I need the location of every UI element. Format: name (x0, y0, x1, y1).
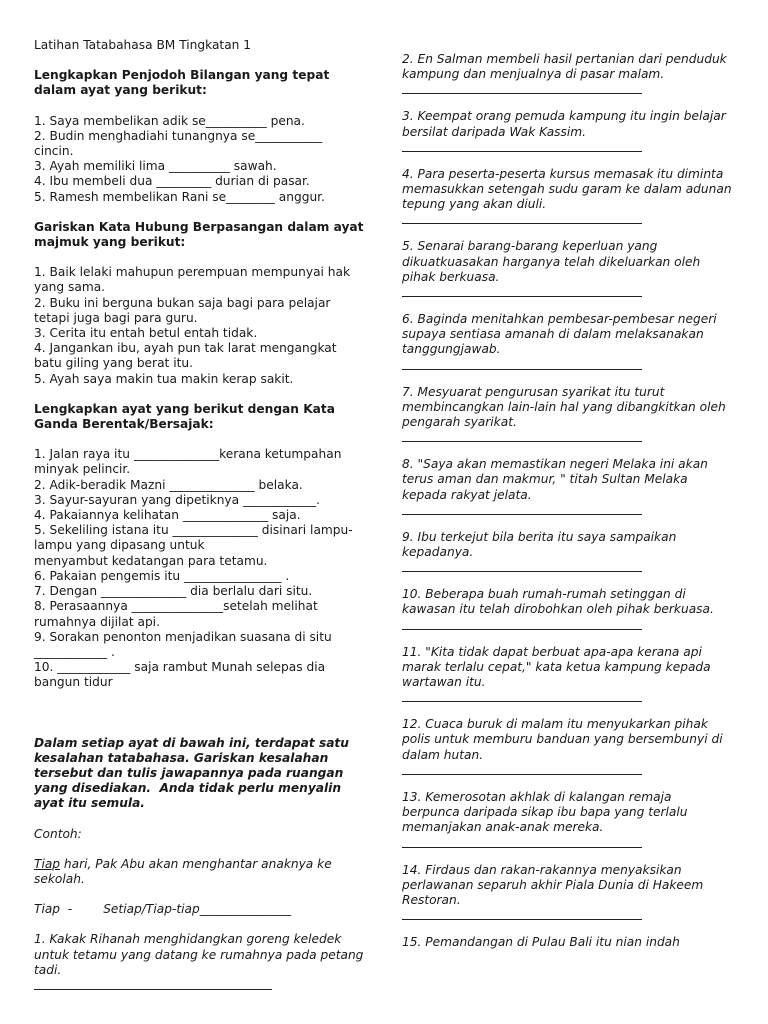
question-text: marak terlalu cepat," kata ketua kampung kepada (402, 659, 711, 674)
list-item: 3. Ayah memiliki lima __________ sawah. (34, 159, 277, 174)
question-text: wartawan itu. (402, 675, 486, 690)
question-2 (402, 52, 747, 82)
list-item: minyak pelincir. (34, 462, 131, 477)
question-text: kawasan itu telah dirobohkan oleh pihak berkuasa. (402, 602, 714, 617)
list-item: rumahnya dijilat api. (34, 614, 160, 629)
question-text: 11. "Kita tidak dapat berbuat apa-apa kerana api (402, 644, 702, 659)
list-item: lampu yang dipasang untuk (34, 538, 205, 553)
question-13 (402, 790, 747, 836)
question-text: 3. Keempat orang pemuda kampung itu ingin belajar (402, 109, 726, 124)
section2-heading: Gariskan Kata Hubung Berpasangan dalam ayat majmuk yang berikut: (34, 219, 364, 250)
list-item: cincin. (34, 144, 74, 159)
list-item: tetapi juga bagi para guru. (34, 310, 198, 325)
question-text: 5. Senarai barang-barang keperluan yang (402, 239, 658, 254)
question-text: memasukkan setengah sudu garam ke dalam adunan (402, 182, 732, 197)
example-sentence-cont: sekolah. (34, 871, 85, 886)
list-item: 5. Ayah saya makin tua makin kerap sakit. (34, 371, 294, 386)
answer-line[interactable] (402, 690, 642, 702)
question-15 (402, 935, 747, 950)
section3-heading: Lengkapkan ayat yang berikut dengan Kata Ganda Berentak/Bersajak: (34, 401, 335, 432)
question-text: dalam hutan. (402, 747, 484, 762)
list-item: 3. Sayur-sayuran yang dipetiknya ____________. (34, 492, 320, 507)
list-item: 9. Sorakan penonton menjadikan suasana di situ (34, 629, 332, 644)
question-11 (402, 645, 747, 691)
list-item: 10. ____________ saja rambut Munah selepas dia (34, 660, 326, 675)
question-1: 1. Kakak Rihanah menghidangkan goreng keledek untuk tetamu yang datang ke rumahnya pada petang tadi. (34, 932, 364, 977)
section3-items (34, 447, 372, 690)
answer-line[interactable] (402, 560, 642, 572)
question-text: kepada rakyat jelata. (402, 487, 532, 502)
list-item: 1. Jalan raya itu ______________kerana ketumpahan (34, 447, 342, 462)
question-6 (402, 312, 747, 358)
question-text: 2. En Salman membeli hasil pertanian dari penduduk (402, 52, 727, 66)
list-item: 2. Adik-beradik Mazni ______________ belaka. (34, 477, 303, 492)
question-8 (402, 457, 747, 503)
answer-line[interactable] (402, 212, 642, 224)
worksheet-title: Latihan Tatabahasa BM Tingkatan 1 (34, 38, 252, 52)
question-3 (402, 109, 747, 139)
answer-line[interactable] (402, 285, 642, 297)
right-column (402, 0, 747, 950)
list-item: 1. Saya membelikan adik se__________ pena. (34, 113, 305, 128)
question-7 (402, 385, 747, 431)
question-text: tepung yang akan diuli. (402, 197, 547, 212)
question-text: terus aman dan makmur, " titah Sultan Melaka (402, 472, 688, 487)
question-text: 9. Ibu terkejut bila berita itu saya sampaikan (402, 529, 677, 544)
question-text: memanjakan anak-anak mereka. (402, 820, 604, 835)
list-item: 4. Jangankan ibu, ayah pun tak larat mengangkat (34, 341, 337, 356)
question-text: pengarah syarikat. (402, 415, 517, 430)
list-item: 1. Baik lelaki mahupun perempuan mempunyai hak (34, 265, 351, 280)
question-text: tanggungjawab. (402, 342, 501, 357)
question-text: polis untuk memburu banduan yang bersembunyi di (402, 732, 723, 747)
question-text: membincangkan lain-lain hal yang dibangkitkan oleh (402, 399, 726, 414)
answer-line[interactable] (402, 140, 642, 152)
question-text: 10. Beberapa buah rumah-rumah setinggan di (402, 587, 686, 602)
question-text: 13. Kemerosotan akhlak di kalangan remaja (402, 789, 672, 804)
question-text: 7. Mesyuarat pengurusan syarikat itu turut (402, 384, 665, 399)
section1-items (34, 114, 372, 205)
list-item: 3. Cerita itu entah betul entah tidak. (34, 326, 258, 341)
answer-line[interactable] (402, 430, 642, 442)
answer-line[interactable] (402, 908, 642, 920)
question-text: 15. Pemandangan di Pulau Bali itu nian indah (402, 935, 680, 950)
question-text: 4. Para peserta-peserta kursus memasak itu diminta (402, 166, 724, 181)
example-answer: Tiap - Setiap/Tiap-tiap_______________ (34, 902, 292, 917)
answer-line[interactable] (402, 618, 642, 630)
list-item: 8. Perasaannya _______________setelah melihat (34, 599, 318, 614)
example-sentence: Tiap hari, Pak Abu akan menghantar anaknya ke (34, 856, 332, 871)
question-text: 8. "Saya akan memastikan negeri Melaka ini akan (402, 457, 708, 472)
question-4 (402, 167, 747, 213)
left-column (34, 0, 372, 1005)
list-item: 2. Budin menghadiahi tunangnya se___________ (34, 128, 323, 143)
question-text: berpunca daripada sikap ibu bapa yang terlalu (402, 805, 688, 820)
section2-items (34, 265, 372, 387)
answer-line[interactable] (402, 82, 642, 94)
question-14 (402, 863, 747, 909)
answer-line[interactable] (402, 503, 642, 515)
example-error-word: Tiap (34, 856, 61, 871)
list-item: yang sama. (34, 280, 106, 295)
contoh-label: Contoh: (34, 826, 82, 841)
answer-line[interactable] (402, 763, 642, 775)
list-item: 2. Buku ini berguna bukan saja bagi para pelajar (34, 295, 331, 310)
question-text: dikuatkuasakan harganya telah dikeluarkan oleh (402, 254, 701, 269)
question-text: 12. Cuaca buruk di malam itu menyukarkan pihak (402, 717, 708, 732)
question-text: 6. Baginda menitahkan pembesar-pembesar negeri (402, 312, 717, 327)
question-text: supaya sentiasa amanah di dalam melaksanakan (402, 327, 704, 342)
question-text: bersilat daripada Wak Kassim. (402, 124, 587, 139)
list-item: 5. Ramesh membelikan Rani se________ anggur. (34, 189, 325, 204)
section4-heading: Dalam setiap ayat di bawah ini, terdapat satu kesalahan tatabahasa. Gariskan kesalahan tersebut dan tulis jawapannya pada ruangan yang disediakan. Anda tidak perlu menyalin ayat itu semula. (34, 735, 349, 811)
question-5 (402, 239, 747, 285)
question-text: 14. Firdaus dan rakan-rakannya menyaksikan (402, 862, 682, 877)
list-item: ____________ . (34, 644, 115, 659)
question-12 (402, 717, 747, 763)
answer-line[interactable] (402, 836, 642, 848)
list-item: menyambut kedatangan para tetamu. (34, 553, 268, 568)
list-item: 4. Ibu membeli dua _________ durian di pasar. (34, 174, 310, 189)
section1-heading: Lengkapkan Penjodoh Bilangan yang tepat dalam ayat yang berikut: (34, 68, 330, 98)
question-text: Restoran. (402, 892, 461, 907)
question-text: pihak berkuasa. (402, 269, 500, 284)
question-text: kampung dan menjualnya di pasar malam. (402, 67, 665, 82)
question-10 (402, 587, 747, 617)
list-item: batu giling yang berat itu. (34, 356, 193, 371)
list-item: 5. Sekeliling istana itu ______________ disinari lampu- (34, 523, 353, 538)
answer-line[interactable] (402, 358, 642, 370)
list-item: 6. Pakaian pengemis itu ________________ . (34, 568, 290, 583)
answer-line[interactable] (34, 978, 272, 990)
list-item: 7. Dengan ______________ dia berlalu dari situ. (34, 584, 313, 599)
list-item: 4. Pakaiannya kelihatan ______________ saja. (34, 508, 301, 523)
question-9 (402, 530, 747, 560)
list-item: bangun tidur (34, 675, 113, 690)
question-text: perlawanan separuh akhir Piala Dunia di Hakeem (402, 877, 704, 892)
question-text: kepadanya. (402, 545, 474, 560)
